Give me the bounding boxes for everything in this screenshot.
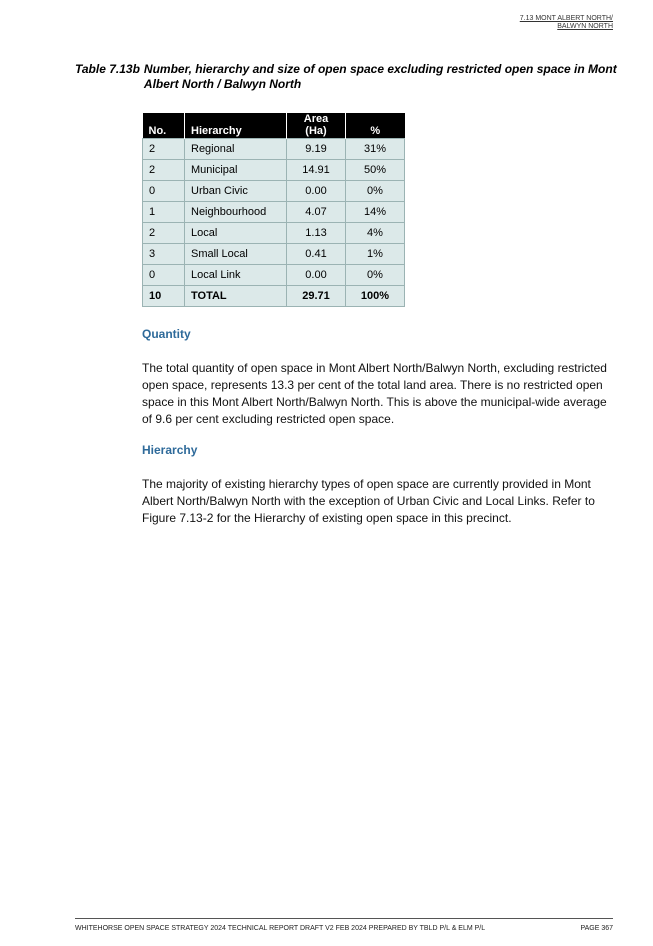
cell-area: 9.19 — [287, 139, 346, 160]
cell-no: 2 — [143, 139, 185, 160]
header-pct: % — [346, 113, 405, 139]
header-area-line1: Area — [303, 113, 329, 125]
header-area-line2: (Ha) — [305, 125, 327, 137]
hierarchy-heading: Hierarchy — [142, 443, 198, 457]
footer-rule — [75, 918, 613, 919]
cell-hierarchy: Urban Civic — [185, 181, 287, 202]
cell-hierarchy: Municipal — [185, 160, 287, 181]
cell-pct: 4% — [346, 223, 405, 244]
cell-hierarchy: Neighbourhood — [185, 202, 287, 223]
total-no: 10 — [143, 286, 185, 307]
cell-no: 0 — [143, 181, 185, 202]
quantity-heading: Quantity — [142, 327, 191, 341]
table-row — [143, 244, 405, 265]
cell-pct: 31% — [346, 139, 405, 160]
table-header-row — [143, 113, 405, 139]
cell-no: 0 — [143, 265, 185, 286]
table-row — [143, 160, 405, 181]
footer-page-number: PAGE 367 — [580, 925, 613, 932]
cell-no: 3 — [143, 244, 185, 265]
table-row — [143, 181, 405, 202]
header-hierarchy: Hierarchy — [185, 113, 287, 139]
section-header-line2: BALWYN NORTH — [557, 23, 613, 30]
cell-pct: 0% — [346, 181, 405, 202]
cell-no: 2 — [143, 223, 185, 244]
table-row — [143, 265, 405, 286]
table-row — [143, 139, 405, 160]
open-space-table — [142, 113, 405, 307]
total-area: 29.71 — [287, 286, 346, 307]
header-area — [287, 113, 346, 139]
cell-pct: 14% — [346, 202, 405, 223]
table-row — [143, 223, 405, 244]
cell-hierarchy: Local Link — [185, 265, 287, 286]
footer-report-title: WHITEHORSE OPEN SPACE STRATEGY 2024 TECHNICAL REPORT DRAFT V2 FEB 2024 PREPARED BY TBLD P/L & ELM P/L — [75, 925, 486, 932]
cell-hierarchy: Small Local — [185, 244, 287, 265]
total-hierarchy: TOTAL — [185, 286, 287, 307]
cell-area: 0.00 — [287, 265, 346, 286]
cell-pct: 0% — [346, 265, 405, 286]
section-header — [520, 15, 613, 31]
table-caption-text: Number, hierarchy and size of open space excluding restricted open space in Mont Albert North / Balwyn North — [143, 62, 617, 91]
table-caption — [75, 62, 620, 92]
quantity-paragraph: The total quantity of open space in Mont Albert North/Balwyn North, excluding restricted open space, represents 13.3 per cent of the total land area. There is no restricted open space in this Mont Albert North/Balwyn North. This is above the municipal-wide average of 9.6 per cent excluding restricted open space. — [142, 361, 607, 426]
page-footer — [75, 925, 613, 932]
cell-hierarchy: Local — [185, 223, 287, 244]
cell-hierarchy: Regional — [185, 139, 287, 160]
cell-area: 1.13 — [287, 223, 346, 244]
total-pct: 100% — [346, 286, 405, 307]
cell-area: 4.07 — [287, 202, 346, 223]
header-no: No. — [143, 113, 185, 139]
cell-area: 0.00 — [287, 181, 346, 202]
cell-area: 0.41 — [287, 244, 346, 265]
section-header-line1: 7.13 MONT ALBERT NORTH/ — [519, 15, 613, 22]
cell-no: 2 — [143, 160, 185, 181]
cell-pct: 1% — [346, 244, 405, 265]
cell-no: 1 — [143, 202, 185, 223]
cell-pct: 50% — [346, 160, 405, 181]
table-row — [143, 202, 405, 223]
cell-area: 14.91 — [287, 160, 346, 181]
table-caption-number: Table 7.13b — [75, 62, 140, 76]
table-total-row — [143, 286, 405, 307]
hierarchy-paragraph: The majority of existing hierarchy types of open space are currently provided in Mont Albert North/Balwyn North with the exception of Urban Civic and Local Links. Refer to Figure 7.13-2 for the Hierarchy of existing open space in this precinct. — [142, 477, 595, 525]
